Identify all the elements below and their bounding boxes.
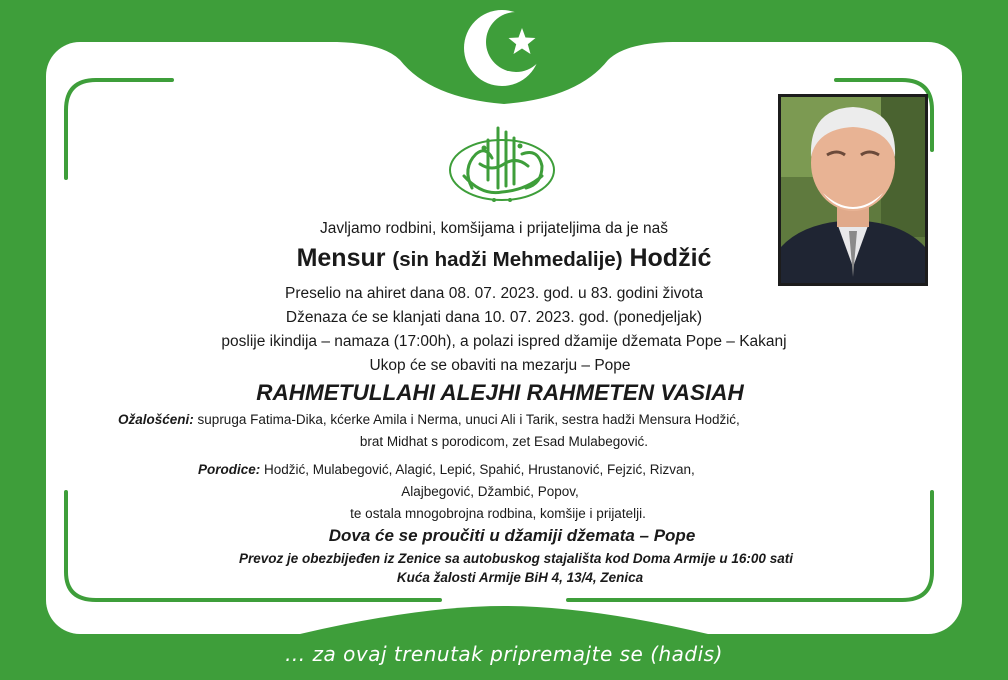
families-line-1 xyxy=(198,462,695,477)
transport-text: Prevoz je obezbijeđen iz Zenice sa autobuskog stajališta kod Doma Armije u 16:00 sati xyxy=(239,551,793,566)
mourners-line-1 xyxy=(118,412,740,427)
name-first: Mensur xyxy=(296,244,386,272)
mourners-text-1: supruga Fatima-Dika, kćerke Amila i Nerma, unuci Ali i Tarik, sestra hadži Mensura Hodžić, xyxy=(197,412,740,427)
house-address: Kuća žalosti Armije BiH 4, 13/4, Zenica xyxy=(396,570,644,585)
mourners-line-2: brat Midhat s porodicom, zet Esad Mulabegović. xyxy=(359,434,649,449)
funeral-date: Dženaza će se klanjati dana 10. 07. 2023. god. (ponedjeljak) xyxy=(285,309,703,326)
crescent-star-icon xyxy=(460,4,550,94)
deceased-name xyxy=(0,244,1008,273)
mourners-label: Ožalošćeni: xyxy=(118,412,194,427)
prayer-heading: RAHMETULLAHI ALEJHI RAHMETEN VASIAH xyxy=(256,380,744,405)
name-middle: (sin hadži Mehmedalije) xyxy=(392,248,623,271)
passed-date: Preselio na ahiret dana 08. 07. 2023. god. u 83. godini života xyxy=(285,285,703,302)
arabic-calligraphy-emblem xyxy=(442,118,562,210)
families-label: Porodice: xyxy=(198,462,261,477)
intro-text: Javljamo rodbini, komšijama i prijateljima da je naš xyxy=(319,220,669,237)
funeral-time: poslije ikindija – namaza (17:00h), a polazi ispred džamije džemata Pope – Kakanj xyxy=(221,333,787,350)
burial-place: Ukop će se obaviti na mezarju – Pope xyxy=(369,357,631,374)
families-line-3: te ostala mnogobrojna rodbina, komšije i prijatelji. xyxy=(350,506,646,521)
families-text-1: Hodžić, Mulabegović, Alagić, Lepić, Spahić, Hrustanović, Fejzić, Rizvan, xyxy=(264,462,695,477)
footer-quote: ... za ovaj trenutak pripremajte se (hadis) xyxy=(285,642,723,666)
name-last: Hodžić xyxy=(629,244,712,272)
dova-text: Dova će se proučiti u džamiji džemata – Pope xyxy=(328,526,696,545)
families-line-2: Alajbegović, Džambić, Popov, xyxy=(401,484,579,499)
